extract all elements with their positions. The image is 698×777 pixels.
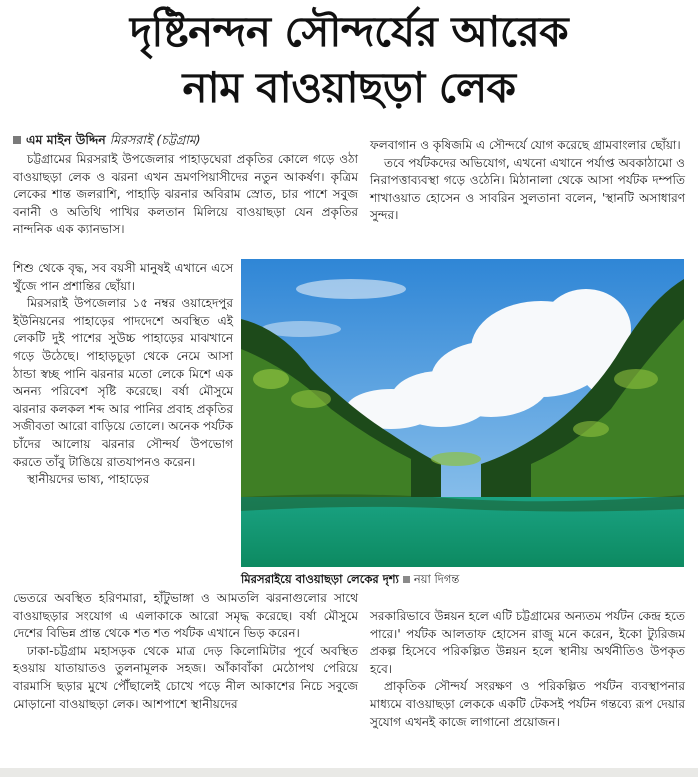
column-right-top [370,137,685,225]
caption-credit: নয়া দিগন্ত [413,572,460,586]
paragraph: প্রাকৃতিক সৌন্দর্য সংরক্ষণ ও পরিকল্পিত পর্যটন ব্যবস্থাপনার মাধ্যমে বাওয়াছড়া লেককে একটি টেকসই পর্যটন গন্তব্যে রূপ দেয়ার সুযোগ এখনই কাজে লাগানো প্রয়োজন। [370,679,685,729]
photo-caption [241,571,684,587]
byline-location: মিরসরাই (চট্টগ্রাম) [109,132,201,147]
headline [0,4,698,116]
paragraph: চট্টগ্রামের মিরসরাই উপজেলার পাহাড়ঘেরা প্রকৃতির কোলে গড়ে ওঠা বাওয়াছড়া লেক ও ঝরনা এখন ভ্রমণপিয়াসীদের নতুন আকর্ষণ। কৃত্রিম লেকের শান্ত জলরাশি, পাহাড়ি ঝরনার অবিরাম স্রোত, চার পাশে সবুজ বনানী ও অতিথি পাখির কলতান মিলিয়ে বাওয়াছড়া যেন প্রকৃতির নান্দনিক এক ক্যানভাস। [13,152,358,237]
column-left-top [13,151,358,239]
caption-separator-icon [403,576,410,583]
byline-bullet-icon [13,136,21,144]
paragraph: মিরসরাই উপজেলার ১৫ নম্বর ওয়াহেদপুর ইউনিয়নের পাহাড়ের পাদদেশে অবস্থিত এই লেকটি দুই পাশের সুউচ্চ পাহাড়ের মাঝখানে গড়ে উঠেছে। পাহাড়চূড়া থেকে নেমে আসা ঠান্ডা স্বচ্ছ পানি ঝরনার মতো লেকে মিশে এক অনন্য পরিবেশ সৃষ্টি করেছে। বর্ষা মৌসুমে ঝরনার কলকল শব্দ আর পানির প্রবাহ প্রকৃতির সজীবতা আরো বাড়িয়ে তোলে। অনেক পর্যটক চাঁদের আলোয় ঝরনার সৌন্দর্য উপভোগ করতে তাঁবু টাঙিয়ে রাতযাপনও করেন। [13,296,233,469]
paragraph: ঢাকা-চট্টগ্রাম মহাসড়ক থেকে মাত্র দেড় কিলোমিটার পূর্বে অবস্থিত হওয়ায় যাতায়াতও তুলনামূলক সহজ। আঁকাবাঁকা মেঠোপথ পেরিয়ে বারমাসি ছড়ার মুখে পৌঁছালেই চোখে পড়ে নীল আকাশের নিচে সবুজে মোড়ানো বাওয়াছড়া লেক। আশপাশে স্থানীয়দের [13,643,358,711]
paragraph: ভেতরে অবস্থিত হরিণমারা, হাঁটুভাঙ্গা ও আমতলি ঝরনাগুলোর সাথে বাওয়াছড়ার সংযোগ এ এলাকাকে আরো সমৃদ্ধ করেছে। বর্ষা মৌসুমে দেশের বিভিন্ন প্রান্ত থেকে শত শত পর্যটক এখানে ভিড় করেন। [13,591,358,641]
column-left-bottom [13,590,358,713]
paragraph: স্থানীয়দের ভাষ্য, পাহাড়ের [27,472,150,487]
paragraph: সরকারিভাবে উন্নয়ন হলে এটি চট্টগ্রামের অন্যতম পর্যটন কেন্দ্র হতে পারে।' পর্যটক আলতাফ হোসেন রাজু মনে করেন, ইকো ট্যুরিজম প্রকল্প হিসেবে পরিকল্পিত উন্নয়ন হলে স্থানীয় অর্থনীতিও উপকৃত হবে। [370,609,685,676]
lake-photo-illustration [241,259,684,567]
paragraph: ফলবাগান ও কৃষিজমি এ সৌন্দর্যে যোগ করেছে গ্রামবাংলার ছোঁয়া। [370,138,681,152]
caption-text: মিরসরাইয়ে বাওয়াছড়া লেকের দৃশ্য [241,572,399,586]
paragraph: শিশু থেকে বৃদ্ধ, সব বয়সী মানুষই এখানে এসে খুঁজে পান প্রশান্তির ছোঁয়া। [13,261,233,293]
bottom-strip [0,768,698,777]
column-left-narrow [13,260,233,489]
column-right-bottom [370,608,685,731]
byline [13,131,358,149]
paragraph: তবে পর্যটকদের অভিযোগ, এখনো এখানে পর্যাপ্ত অবকাঠামো ও নিরাপত্তাব্যবস্থা গড়ে ওঠেনি। মিঠানালা থেকে আসা পর্যটক দম্পতি শাখাওয়াত হোসেন ও সাবরিন সুলতানা বলেন, 'স্থানটি অসাধারণ সুন্দর। [370,155,685,223]
headline-line-1: দৃষ্টিনন্দন সৌন্দর্যের আরেক [129,7,569,56]
byline-author: এম মাইন উদ্দিন [26,132,106,147]
headline-line-2: নাম বাওয়াছড়া লেক [182,63,516,112]
lake-photo [241,259,684,567]
